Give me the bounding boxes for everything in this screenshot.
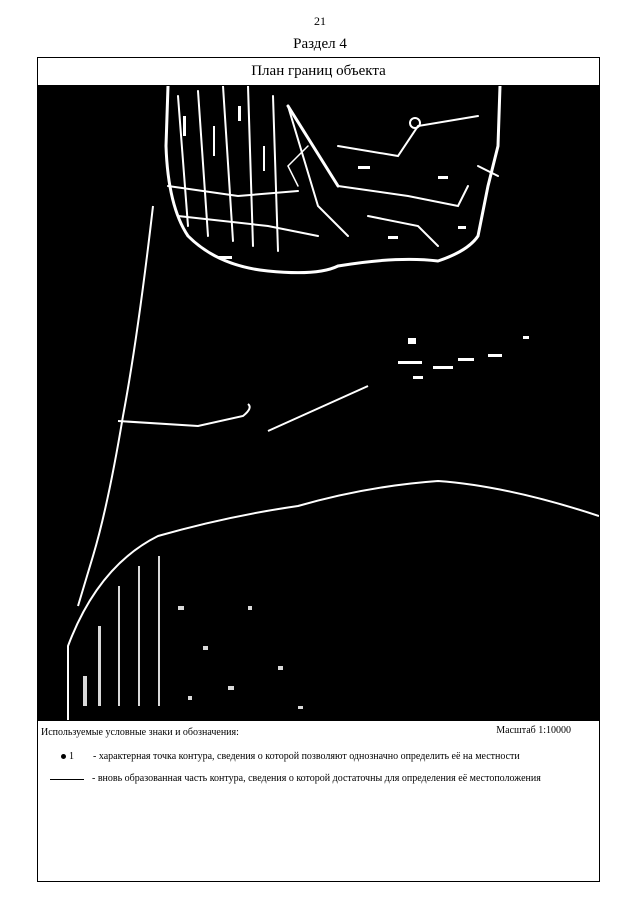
aerial-map-image (38, 86, 599, 720)
point-symbol-label: 1 (69, 751, 74, 762)
plan-frame (37, 57, 600, 882)
plan-title: План границ объекта (38, 58, 599, 86)
point-description: - характерная точка контура, сведения о которой позволяют однозначно определить её на местности (93, 751, 520, 762)
section-title: Раздел 4 (293, 36, 347, 52)
line-description: - вновь образованная часть контура, сведения о которой достаточны для определения её местоположения (92, 773, 541, 784)
legend-item-point (61, 751, 591, 762)
line-symbol-icon (50, 779, 84, 780)
map-drawing (38, 86, 599, 720)
page-number: 21 (314, 14, 326, 28)
point-symbol (61, 751, 95, 762)
legend-heading: Используемые условные знаки и обозначения: (41, 727, 239, 738)
map-scale: Масштаб 1:10000 (496, 725, 571, 736)
legend (38, 720, 599, 881)
point-dot-icon (61, 754, 66, 759)
